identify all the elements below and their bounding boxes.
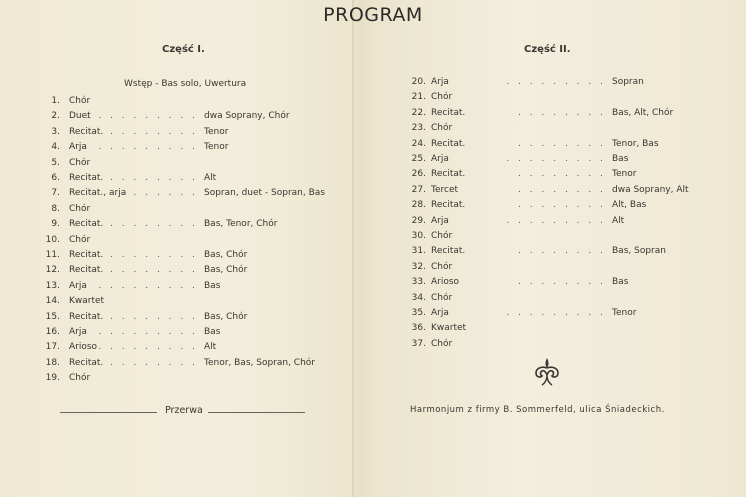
- item-number: 26.: [411, 169, 426, 180]
- program-item: [400, 307, 700, 319]
- item-voices: Bas: [612, 154, 629, 164]
- program-item: [400, 245, 700, 257]
- item-number: 27.: [411, 184, 426, 195]
- leader-dots: . . . . . . . .: [518, 277, 606, 288]
- item-number: 29.: [411, 215, 426, 226]
- fleuron-ornament-icon: [532, 356, 562, 388]
- item-number: 30.: [411, 231, 426, 241]
- item-voices: dwa Soprany, Chór: [204, 111, 290, 122]
- item-number: 8.: [51, 203, 60, 214]
- item-name: Kwartet: [431, 323, 467, 334]
- item-name: Kwartet: [69, 296, 105, 307]
- leader-dots: . . . . . . . . .: [98, 280, 198, 291]
- program-item: [400, 153, 700, 165]
- program-title: PROGRAM: [323, 4, 423, 26]
- item-number: 9.: [51, 219, 60, 230]
- program-item: [40, 264, 340, 276]
- item-name: Recitat.: [69, 126, 104, 137]
- item-number: 3.: [51, 126, 60, 137]
- program-item: [40, 110, 340, 122]
- item-name: Recitat., arja: [69, 188, 127, 199]
- item-number: 21.: [411, 92, 426, 103]
- leader-dots: . . . . . . . .: [110, 311, 198, 322]
- program-item: [400, 91, 700, 103]
- item-number: 4.: [51, 142, 60, 153]
- program-item: [40, 326, 340, 338]
- item-name: Chór: [69, 157, 91, 168]
- item-number: 13.: [45, 280, 60, 291]
- program-item: [40, 280, 340, 292]
- item-voices: Bas, Chór: [204, 250, 248, 260]
- program-item: [40, 126, 340, 138]
- leader-dots: . . . . . . . .: [518, 246, 606, 257]
- part-1-title: Część I.: [162, 44, 205, 55]
- leader-dots: . . . . . . . . .: [506, 77, 606, 87]
- item-voices: Bas, Chór: [204, 265, 248, 276]
- item-name: Arja: [69, 280, 87, 291]
- program-item: [40, 311, 340, 323]
- item-name: Chór: [431, 292, 453, 303]
- leader-dots: . . . . . . . . .: [98, 342, 198, 353]
- program-item: [40, 172, 340, 184]
- item-name: Chór: [431, 123, 453, 134]
- item-number: 5.: [51, 157, 60, 168]
- item-name: Arja: [69, 142, 87, 153]
- item-name: Arja: [431, 77, 449, 87]
- item-voices: Bas: [204, 327, 221, 337]
- program-item: [40, 95, 340, 107]
- item-name: Recitat.: [431, 169, 466, 180]
- item-name: Chór: [69, 373, 91, 384]
- item-name: Chór: [69, 96, 91, 106]
- item-voices: Tenor: [204, 142, 229, 153]
- item-voices: Bas, Tenor, Chór: [204, 219, 278, 230]
- item-voices: Tenor, Bas: [612, 138, 659, 149]
- leader-dots: . . . . . . . .: [110, 219, 198, 230]
- item-name: Recitat.: [69, 265, 104, 276]
- item-name: Tercet: [431, 184, 459, 195]
- item-number: 32.: [411, 261, 426, 272]
- leader-dots: . . . . . . . . .: [506, 154, 606, 164]
- item-voices: Sopran: [612, 77, 644, 87]
- item-voices: dwa Soprany, Alt: [612, 184, 689, 195]
- program-item: [400, 184, 700, 196]
- program-item: [40, 157, 340, 169]
- item-voices: Bas: [612, 277, 629, 288]
- item-number: 15.: [45, 311, 60, 322]
- leader-dots: . . . . . . . . .: [98, 142, 198, 153]
- item-name: Arja: [431, 154, 449, 164]
- leader-dots: . . . . . . . .: [518, 184, 606, 195]
- item-name: Recitat.: [69, 219, 104, 230]
- item-number: 34.: [411, 292, 426, 303]
- item-name: Recitat.: [431, 138, 466, 149]
- item-name: Recitat.: [431, 107, 466, 118]
- item-name: Chór: [69, 234, 91, 245]
- program-item: [40, 141, 340, 153]
- item-number: 31.: [411, 246, 426, 257]
- item-voices: Bas, Sopran: [612, 246, 666, 257]
- item-number: 12.: [45, 265, 60, 276]
- item-voices: Tenor, Bas, Sopran, Chór: [204, 357, 316, 368]
- item-number: 23.: [411, 123, 426, 134]
- harmonium-credit: Harmonjum z firmy B. Sommerfeld, ulica Śniadeckich.: [410, 405, 665, 415]
- item-name: Recitat.: [69, 173, 104, 183]
- item-number: 36.: [411, 323, 426, 334]
- item-number: 17.: [45, 342, 60, 353]
- item-voices: Bas: [204, 280, 221, 291]
- item-name: Arja: [69, 327, 87, 337]
- item-voices: Tenor: [612, 169, 637, 180]
- leader-dots: . . . . . . . .: [110, 357, 198, 368]
- item-number: 1.: [51, 96, 60, 106]
- item-name: Arja: [431, 215, 449, 226]
- intermission-rule-right: [208, 412, 305, 413]
- intermission-label: Przerwa: [165, 405, 203, 416]
- program-item: [400, 122, 700, 134]
- item-voices: Tenor: [612, 308, 637, 318]
- part-1-intro: Wstęp - Bas solo, Uwertura: [124, 79, 247, 89]
- program-item: [40, 203, 340, 215]
- program-item: [400, 199, 700, 211]
- item-name: Chór: [431, 92, 453, 103]
- item-name: Recitat.: [431, 246, 466, 257]
- leader-dots: . . . . . . . .: [110, 265, 198, 276]
- program-item: [40, 372, 340, 384]
- program-item: [400, 276, 700, 288]
- program-item: [400, 107, 700, 119]
- item-name: Chór: [431, 231, 453, 241]
- leader-dots: . . . . . . . . .: [506, 215, 606, 226]
- part-2-title: Część II.: [524, 44, 571, 55]
- leader-dots: . . . . . . . .: [518, 107, 606, 118]
- item-number: 20.: [411, 77, 426, 87]
- item-name: Recitat.: [69, 250, 104, 260]
- item-voices: Bas, Chór: [204, 311, 248, 322]
- leader-dots: . . . . . . . .: [518, 169, 606, 180]
- item-name: Chór: [431, 338, 453, 349]
- item-name: Chór: [431, 261, 453, 272]
- program-item: [400, 322, 700, 334]
- program-item: [400, 292, 700, 304]
- item-number: 24.: [411, 138, 426, 149]
- item-number: 11.: [45, 250, 60, 260]
- item-number: 37.: [411, 338, 426, 349]
- item-voices: Alt, Bas: [612, 200, 647, 211]
- item-name: Chór: [69, 203, 91, 214]
- item-voices: Sopran, duet - Sopran, Bas: [204, 188, 325, 199]
- leader-dots: . . . . . . . .: [110, 173, 198, 183]
- program-item: [40, 234, 340, 246]
- item-name: Arja: [431, 308, 449, 318]
- leader-dots: . . . . . . . .: [518, 138, 606, 149]
- program-item: [400, 168, 700, 180]
- item-name: Recitat.: [69, 357, 104, 368]
- program-item: [400, 138, 700, 150]
- leader-dots: . . . . . . . . . .: [86, 111, 198, 122]
- item-number: 16.: [45, 327, 60, 337]
- program-item: [40, 341, 340, 353]
- item-name: Recitat.: [431, 200, 466, 211]
- item-voices: Alt: [204, 173, 217, 183]
- program-item: [400, 230, 700, 242]
- program-item: [40, 218, 340, 230]
- item-voices: Tenor: [204, 126, 229, 137]
- item-number: 33.: [411, 277, 426, 288]
- item-number: 2.: [51, 111, 60, 122]
- intermission-rule-left: [60, 412, 157, 413]
- item-voices: Bas, Alt, Chór: [612, 107, 674, 118]
- item-voices: Alt: [204, 342, 217, 353]
- item-number: 14.: [45, 296, 60, 307]
- leader-dots: . . . . . . . .: [518, 200, 606, 211]
- item-name: Recitat.: [69, 311, 104, 322]
- item-name: Arioso: [69, 342, 98, 353]
- leader-dots: . . . . . . . .: [110, 250, 198, 260]
- program-item: [400, 215, 700, 227]
- program-item: [40, 295, 340, 307]
- program-item: [400, 261, 700, 273]
- item-number: 35.: [411, 308, 426, 318]
- program-item: [40, 187, 340, 199]
- program-item: [40, 249, 340, 261]
- item-number: 25.: [411, 154, 426, 164]
- leader-dots: . . . . . . . .: [110, 126, 198, 137]
- leader-dots: . . . . . . .: [121, 188, 198, 199]
- program-item: [400, 338, 700, 350]
- item-number: 22.: [411, 107, 426, 118]
- leader-dots: . . . . . . . . .: [98, 327, 198, 337]
- item-name: Duet: [69, 111, 91, 122]
- item-name: Arioso: [431, 277, 460, 288]
- program-item: [400, 76, 700, 88]
- item-number: 19.: [45, 373, 60, 384]
- item-number: 10.: [45, 234, 60, 245]
- item-voices: Alt: [612, 215, 625, 226]
- item-number: 7.: [51, 188, 60, 199]
- page-fold: [352, 0, 354, 497]
- item-number: 6.: [51, 173, 60, 183]
- program-item: [40, 357, 340, 369]
- item-number: 28.: [411, 200, 426, 211]
- item-number: 18.: [45, 357, 60, 368]
- leader-dots: . . . . . . . . .: [506, 308, 606, 318]
